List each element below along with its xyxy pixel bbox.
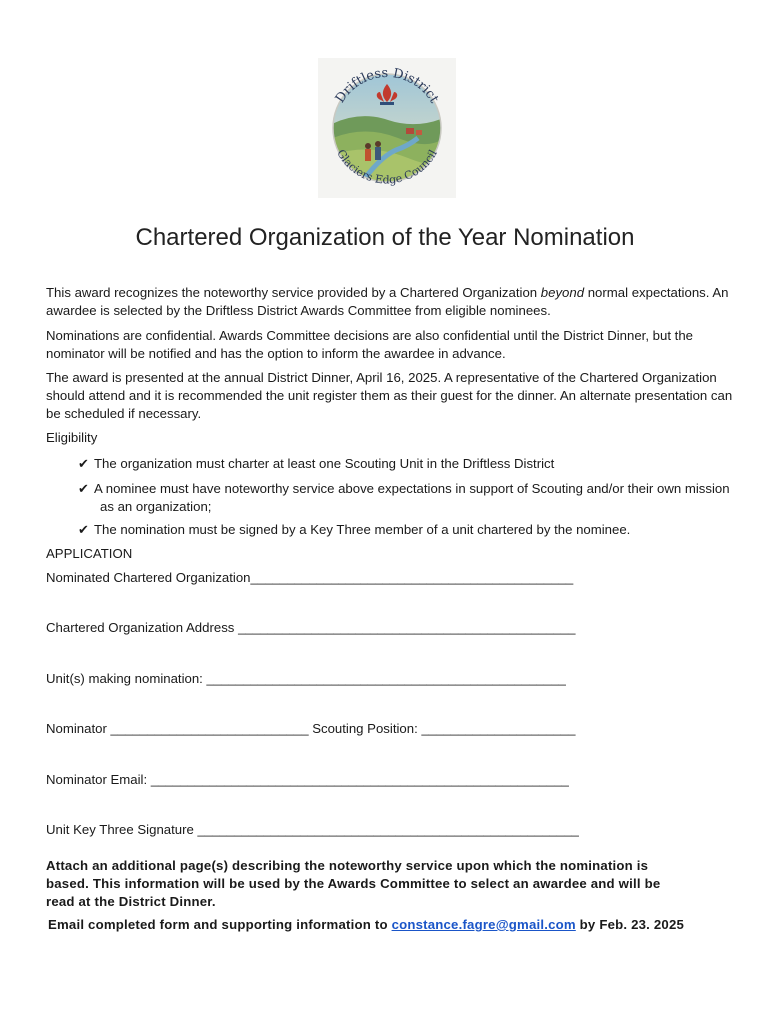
- eligibility-item-text: The nomination must be signed by a Key Three member of a unit chartered by the nominee.: [94, 522, 631, 537]
- field-label: Unit Key Three Signature: [46, 822, 198, 837]
- address-fill-line[interactable]: ______________________________________________: [238, 620, 576, 635]
- deadline-text: by Feb. 23. 2025: [575, 917, 685, 932]
- checkmark-icon: ✔: [78, 481, 90, 496]
- field-label: Chartered Organization Address: [46, 620, 239, 635]
- signature-fill-line[interactable]: ____________________________________________________: [197, 822, 579, 837]
- nominator-email-field: [46, 772, 569, 787]
- units-nominating-field: [46, 671, 566, 686]
- logo-top-text: Driftless District: [332, 65, 442, 106]
- nominator-fill-line[interactable]: ___________________________: [110, 721, 309, 736]
- organization-address-field: [46, 620, 575, 635]
- contact-email-link[interactable]: constance.fagre@gmail.com: [391, 917, 576, 932]
- eligibility-item: [78, 521, 740, 539]
- intro-p1-emphasis: beyond: [540, 285, 585, 300]
- intro-paragraph-1: [46, 284, 736, 320]
- email-instructions: [48, 917, 684, 932]
- intro-paragraph-2: Nominations are confidential. Awards Committee decisions are also confidential until the District Dinner, but the nominator will be notified and has the option to inform the awardee in advance.: [46, 328, 694, 361]
- field-label: Nominated Chartered Organization: [46, 570, 251, 585]
- org-fill-line[interactable]: ____________________________________________: [250, 570, 574, 585]
- logo-graphic: [318, 58, 456, 198]
- signature-field: [46, 822, 579, 837]
- checkmark-icon: ✔: [78, 522, 90, 537]
- intro-p1-end: normal expectations. An awardee is selected by the Driftless District Awards Committee from eligible nominees.: [46, 285, 729, 318]
- eligibility-item: [78, 480, 740, 516]
- eligibility-item-text: The organization must charter at least one Scouting Unit in the Driftless District: [94, 456, 555, 471]
- application-heading: APPLICATION: [46, 546, 133, 561]
- eligibility-item-text: A nominee must have noteworthy service above expectations in support of Scouting and/or their own mission as an organization;: [94, 481, 730, 514]
- field-label: Nominator Email:: [46, 772, 151, 787]
- email-instructions-start: Email completed form and supporting information to: [48, 917, 392, 932]
- nominator-field: [46, 721, 575, 736]
- intro-p1-start: This award recognizes the noteworthy service provided by a Chartered Organization: [46, 285, 541, 300]
- logo-bottom-text: Glaciers Edge Council: [334, 147, 440, 187]
- checkmark-icon: ✔: [78, 456, 90, 471]
- units-fill-line[interactable]: _________________________________________________: [206, 671, 566, 686]
- attach-instructions: Attach an additional page(s) describing the noteworthy service upon which the nomination is based. This information will be used by the Awards Committee to select an awardee and will be read at the District Dinner.: [46, 858, 661, 909]
- page-title: Chartered Organization of the Year Nomination: [135, 224, 635, 251]
- field-label: Unit(s) making nomination:: [46, 671, 207, 686]
- intro-paragraph-3: The award is presented at the annual District Dinner, April 16, 2025. A representative of the Chartered Organization should attend and it is recommended the unit register them as their guest for the dinner. An alternate presentation can be scheduled if necessary.: [46, 370, 733, 421]
- eligibility-heading: Eligibility: [46, 430, 98, 445]
- position-fill-line[interactable]: _____________________: [421, 721, 576, 736]
- district-logo: [318, 58, 456, 198]
- field-label: Scouting Position:: [308, 721, 422, 736]
- nominated-organization-field: [46, 570, 573, 585]
- field-label: Nominator: [46, 721, 111, 736]
- email-fill-line[interactable]: _________________________________________________________: [150, 772, 569, 787]
- eligibility-item: [78, 455, 740, 473]
